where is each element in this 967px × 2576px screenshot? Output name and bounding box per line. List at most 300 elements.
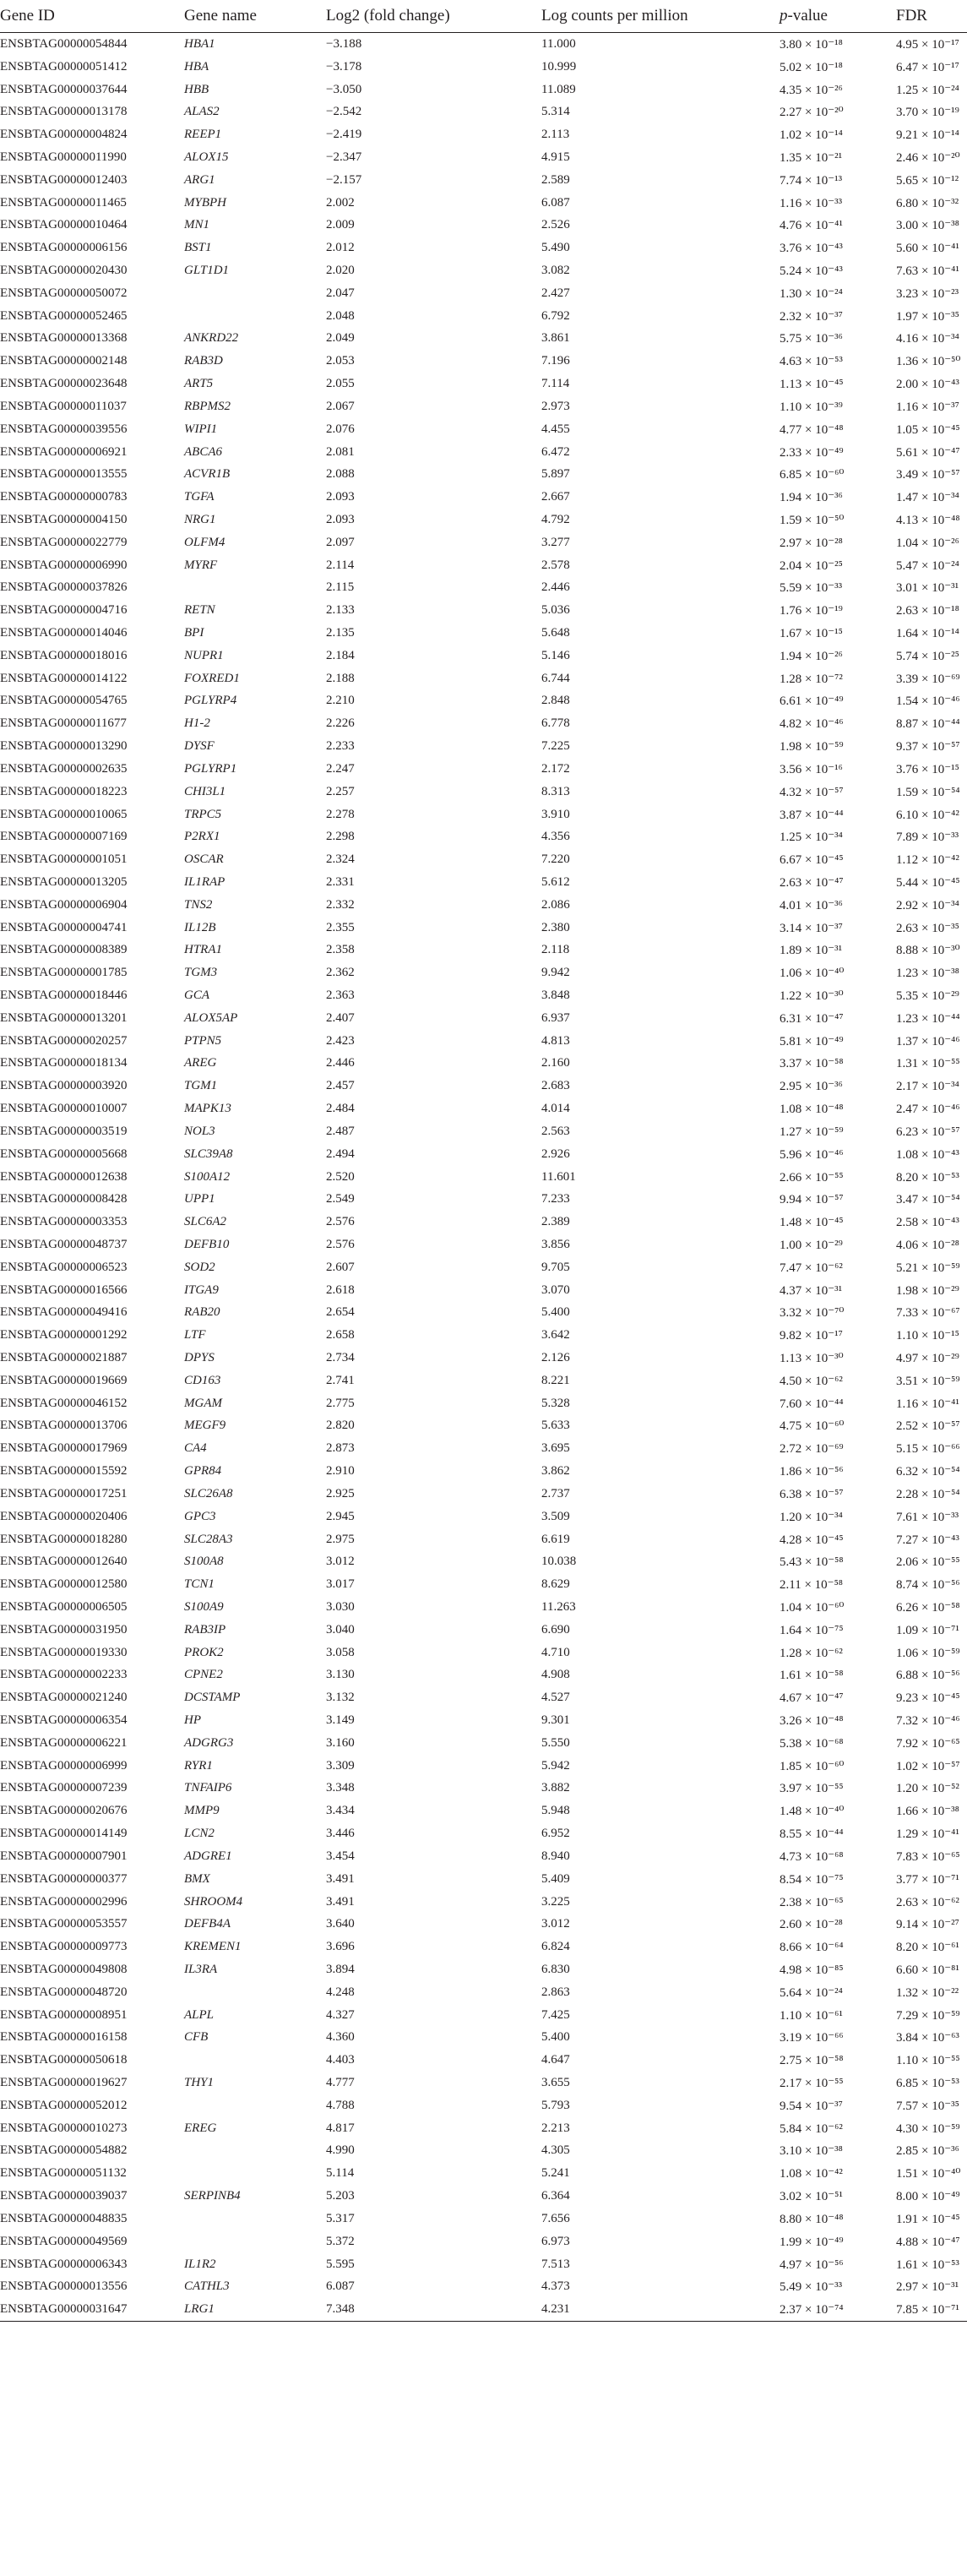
cell-gene-id: ENSBTAG00000006354: [0, 1713, 128, 1728]
cell-log2-fold-change: 2.457: [326, 1079, 355, 1093]
cell-log2-fold-change: 2.607: [326, 1260, 355, 1274]
cell-fdr: 7.92 × 10⁻⁶⁵: [896, 1736, 960, 1751]
cell-p-value: 1.16 × 10⁻³³: [780, 196, 843, 210]
cell-log2-fold-change: 3.012: [326, 1555, 355, 1569]
table-row: [0, 1211, 967, 1234]
cell-fdr: 9.21 × 10⁻¹⁴: [896, 128, 959, 143]
cell-fdr: 5.15 × 10⁻⁶⁶: [896, 1442, 960, 1457]
cell-p-value: 2.17 × 10⁻⁵⁵: [780, 2077, 844, 2091]
cell-log2-fold-change: 3.160: [326, 1735, 355, 1750]
cell-fdr: 5.61 × 10⁻⁴⁷: [896, 445, 960, 460]
cell-p-value: 2.04 × 10⁻²⁵: [780, 558, 843, 573]
cell-log-cpm: 6.472: [541, 444, 570, 459]
cell-gene-name: S100A9: [184, 1599, 224, 1614]
cell-gene-id: ENSBTAG00000001292: [0, 1328, 128, 1342]
table-row: [0, 1370, 967, 1392]
cell-gene-id: ENSBTAG00000019627: [0, 2076, 128, 2090]
cell-log2-fold-change: 2.055: [326, 377, 355, 391]
cell-fdr: 2.52 × 10⁻⁵⁷: [896, 1419, 960, 1434]
cell-gene-id: ENSBTAG00000014122: [0, 671, 128, 685]
table-row: [0, 33, 967, 56]
table-row: [0, 825, 967, 848]
cell-gene-id: ENSBTAG00000048737: [0, 1237, 128, 1251]
header-p-letter: p: [780, 7, 788, 25]
cell-fdr: 7.85 × 10⁻⁷¹: [896, 2298, 967, 2321]
table-row: [0, 509, 967, 531]
table-row: [0, 1188, 967, 1211]
table-row: [0, 1053, 967, 1076]
table-row: [0, 1550, 967, 1573]
cell-gene-id: ENSBTAG00000011677: [0, 716, 127, 731]
cell-log-cpm: 3.862: [541, 1464, 570, 1479]
cell-gene-id: ENSBTAG00000013556: [0, 2279, 128, 2294]
cell-gene-name: DEFB10: [184, 1237, 230, 1251]
cell-p-value: 4.77 × 10⁻⁴⁸: [780, 422, 844, 437]
cell-p-value: 3.02 × 10⁻⁵¹: [780, 2190, 843, 2204]
cell-log-cpm: 8.629: [541, 1577, 570, 1592]
cell-gene-id: ENSBTAG00000002233: [0, 1668, 128, 1682]
cell-log-cpm: 8.313: [541, 784, 570, 798]
cell-fdr: 5.60 × 10⁻⁴¹: [896, 242, 959, 256]
cell-p-value: 5.75 × 10⁻³⁶: [780, 332, 843, 346]
cell-log2-fold-change: 2.048: [326, 308, 355, 323]
cell-log2-fold-change: 2.097: [326, 535, 355, 549]
cell-gene-id: ENSBTAG00000013178: [0, 105, 128, 119]
cell-log2-fold-change: 2.910: [326, 1464, 355, 1479]
cell-log-cpm: 5.633: [541, 1419, 570, 1433]
cell-p-value: 1.61 × 10⁻⁵⁸: [780, 1669, 844, 1683]
cell-log2-fold-change: −2.419: [326, 128, 362, 142]
cell-gene-name: SOD2: [184, 1260, 215, 1274]
cell-p-value: 4.75 × 10⁻⁶⁰: [780, 1419, 845, 1434]
cell-gene-id: ENSBTAG00000014046: [0, 626, 128, 640]
cell-log-cpm: 2.578: [541, 558, 570, 572]
table-row: [0, 1120, 967, 1143]
cell-log2-fold-change: 3.446: [326, 1827, 355, 1841]
cell-gene-id: ENSBTAG00000001785: [0, 966, 128, 980]
cell-gene-id: ENSBTAG00000017969: [0, 1441, 128, 1456]
cell-gene-id: ENSBTAG00000011990: [0, 150, 127, 164]
cell-gene-id: ENSBTAG00000003920: [0, 1079, 128, 1093]
cell-log2-fold-change: 2.298: [326, 830, 355, 844]
cell-log-cpm: 4.231: [541, 2298, 780, 2321]
cell-fdr: 4.95 × 10⁻¹⁷: [896, 37, 959, 52]
table-row: [0, 215, 967, 237]
cell-gene-name: UPP1: [184, 1192, 215, 1206]
cell-p-value: 3.80 × 10⁻¹⁸: [780, 37, 843, 52]
cell-log-cpm: 7.196: [541, 354, 570, 368]
cell-log2-fold-change: 2.775: [326, 1396, 355, 1410]
cell-p-value: 4.98 × 10⁻⁸⁵: [780, 1963, 844, 1977]
cell-log-cpm: 2.389: [541, 1215, 570, 1229]
cell-fdr: 1.04 × 10⁻²⁶: [896, 536, 959, 550]
cell-p-value: 1.28 × 10⁻⁶²: [780, 1646, 843, 1660]
cell-log-cpm: 5.036: [541, 603, 570, 618]
cell-fdr: 2.63 × 10⁻¹⁸: [896, 604, 959, 618]
cell-gene-name: CD163: [184, 1373, 221, 1387]
cell-gene-id: ENSBTAG00000011465: [0, 195, 127, 210]
cell-log-cpm: 11.000: [541, 36, 576, 51]
cell-log-cpm: 2.848: [541, 694, 570, 708]
table-row: [0, 2140, 967, 2163]
cell-log2-fold-change: 2.115: [326, 580, 355, 595]
cell-gene-id: ENSBTAG00000020430: [0, 264, 128, 278]
cell-log-cpm: 2.973: [541, 399, 570, 413]
table-row: [0, 395, 967, 418]
cell-p-value: 3.37 × 10⁻⁵⁸: [780, 1057, 844, 1071]
cell-p-value: 8.80 × 10⁻⁴⁸: [780, 2212, 844, 2226]
cell-gene-name: PROK2: [184, 1645, 224, 1659]
cell-log-cpm: 3.509: [541, 1509, 570, 1523]
table-row: [0, 712, 967, 735]
cell-gene-name: RYR1: [184, 1758, 213, 1773]
cell-log-cpm: 6.087: [541, 195, 570, 210]
cell-fdr: 4.30 × 10⁻⁵⁹: [896, 2121, 960, 2136]
cell-gene-name: TGM3: [184, 966, 218, 980]
cell-log-cpm: 9.942: [541, 966, 570, 980]
table-row: [0, 2049, 967, 2072]
cell-gene-id: ENSBTAG00000012638: [0, 1169, 128, 1184]
table-row: [0, 1822, 967, 1845]
cell-gene-id: ENSBTAG00000037826: [0, 580, 128, 595]
cell-log-cpm: 4.792: [541, 512, 570, 526]
cell-log-cpm: 4.710: [541, 1645, 570, 1659]
table-row: [0, 259, 967, 282]
cell-fdr: 4.88 × 10⁻⁴⁷: [896, 2235, 960, 2249]
cell-log-cpm: 4.527: [541, 1691, 570, 1705]
cell-fdr: 2.97 × 10⁻³¹: [896, 2280, 959, 2295]
cell-log2-fold-change: 2.081: [326, 444, 355, 459]
cell-gene-name: [184, 2162, 326, 2185]
cell-gene-name: DYSF: [184, 739, 215, 754]
cell-p-value: 4.97 × 10⁻⁵⁶: [780, 2257, 844, 2272]
cell-log-cpm: 6.690: [541, 1622, 570, 1637]
cell-fdr: 3.00 × 10⁻³⁸: [896, 219, 959, 233]
cell-p-value: 9.54 × 10⁻³⁷: [780, 2099, 843, 2113]
table-row: [0, 2253, 967, 2276]
cell-log-cpm: 5.241: [541, 2166, 570, 2181]
cell-log2-fold-change: 3.132: [326, 1691, 355, 1705]
cell-log-cpm: 5.400: [541, 1305, 570, 1320]
cell-log-cpm: 6.619: [541, 1532, 570, 1546]
cell-gene-name: SLC26A8: [184, 1486, 233, 1500]
cell-p-value: 1.76 × 10⁻¹⁹: [780, 604, 843, 618]
cell-gene-name: NRG1: [184, 512, 216, 526]
cell-gene-name: IL12B: [184, 920, 216, 934]
cell-gene-id: ENSBTAG00000006904: [0, 897, 128, 912]
cell-fdr: 1.08 × 10⁻⁴³: [896, 1147, 959, 1162]
cell-p-value: 2.38 × 10⁻⁶⁵: [780, 1895, 844, 1909]
cell-fdr: 6.26 × 10⁻⁵⁸: [896, 1600, 960, 1615]
cell-fdr: 1.37 × 10⁻⁴⁶: [896, 1034, 960, 1048]
cell-gene-name: ART5: [184, 377, 214, 391]
cell-gene-id: ENSBTAG00000000377: [0, 1871, 128, 1886]
cell-gene-name: CHI3L1: [184, 784, 226, 798]
cell-log2-fold-change: 2.423: [326, 1033, 355, 1048]
cell-p-value: 9.82 × 10⁻¹⁷: [780, 1329, 843, 1343]
cell-log2-fold-change: 2.549: [326, 1192, 355, 1206]
cell-gene-name: CA4: [184, 1441, 207, 1456]
cell-gene-id: ENSBTAG00000008428: [0, 1192, 128, 1206]
table-row: [0, 1256, 967, 1279]
table-row: [0, 667, 967, 690]
cell-gene-name: DCSTAMP: [184, 1691, 241, 1705]
header-fdr: FDR: [896, 0, 967, 33]
cell-log2-fold-change: 2.257: [326, 784, 355, 798]
cell-fdr: 3.47 × 10⁻⁵⁴: [896, 1193, 960, 1207]
cell-log-cpm: 2.863: [541, 1985, 570, 1999]
cell-gene-name: CFB: [184, 2030, 209, 2045]
cell-gene-name: [184, 2049, 326, 2072]
table-row: [0, 1573, 967, 1596]
header-gene-id: Gene ID: [0, 0, 184, 33]
cell-gene-name: ARG1: [184, 172, 215, 187]
table-row: [0, 1528, 967, 1551]
cell-gene-id: ENSBTAG00000019669: [0, 1373, 128, 1387]
cell-gene-id: ENSBTAG00000018446: [0, 988, 128, 1003]
cell-p-value: 5.38 × 10⁻⁶⁸: [780, 1736, 844, 1751]
table-row: [0, 146, 967, 169]
cell-log-cpm: 2.086: [541, 897, 570, 912]
cell-fdr: 1.25 × 10⁻²⁴: [896, 83, 959, 97]
cell-fdr: 7.57 × 10⁻³⁵: [896, 2099, 959, 2113]
cell-gene-id: ENSBTAG00000005668: [0, 1146, 128, 1161]
cell-gene-id: ENSBTAG00000048720: [0, 1985, 128, 1999]
cell-log-cpm: 7.225: [541, 739, 570, 754]
cell-log-cpm: 3.277: [541, 535, 570, 549]
cell-log2-fold-change: 3.491: [326, 1871, 355, 1886]
cell-log2-fold-change: 3.058: [326, 1645, 355, 1659]
cell-gene-id: ENSBTAG00000054844: [0, 36, 128, 51]
table-row: [0, 441, 967, 464]
cell-gene-id: ENSBTAG00000013368: [0, 331, 128, 346]
cell-p-value: 2.72 × 10⁻⁶⁹: [780, 1442, 844, 1457]
cell-log-cpm: 3.695: [541, 1441, 570, 1456]
cell-log-cpm: 8.221: [541, 1373, 570, 1387]
cell-fdr: 6.10 × 10⁻⁴²: [896, 808, 959, 822]
cell-fdr: 6.32 × 10⁻⁵⁴: [896, 1465, 960, 1479]
table-row: [0, 1755, 967, 1778]
cell-log-cpm: 2.380: [541, 920, 570, 934]
cell-gene-name: ABCA6: [184, 444, 222, 459]
cell-gene-name: MAPK13: [184, 1102, 231, 1116]
cell-log-cpm: 10.999: [541, 59, 577, 74]
table-row: [0, 1347, 967, 1370]
table-row: [0, 1506, 967, 1528]
cell-gene-id: ENSBTAG00000020676: [0, 1804, 128, 1818]
table-row: [0, 79, 967, 101]
cell-gene-name: S100A12: [184, 1169, 231, 1184]
cell-fdr: 7.61 × 10⁻³³: [896, 1510, 959, 1524]
cell-log-cpm: 3.012: [541, 1917, 570, 1931]
cell-log2-fold-change: 3.640: [326, 1917, 355, 1931]
table-row: [0, 1958, 967, 1981]
cell-gene-name: S100A8: [184, 1555, 224, 1569]
cell-fdr: 1.23 × 10⁻⁴⁴: [896, 1011, 960, 1026]
cell-gene-id: ENSBTAG00000054765: [0, 694, 128, 708]
cell-log-cpm: 3.225: [541, 1894, 570, 1909]
table-row: [0, 2208, 967, 2230]
cell-log-cpm: 3.861: [541, 331, 570, 346]
cell-p-value: 5.84 × 10⁻⁶²: [780, 2121, 843, 2136]
cell-p-value: 5.02 × 10⁻¹⁸: [780, 60, 843, 74]
cell-fdr: 3.01 × 10⁻³¹: [896, 581, 959, 596]
cell-gene-name: NUPR1: [184, 648, 224, 662]
cell-p-value: 3.14 × 10⁻³⁷: [780, 921, 843, 935]
cell-log2-fold-change: 2.741: [326, 1373, 355, 1387]
table-row: [0, 2094, 967, 2117]
table-row: [0, 599, 967, 622]
cell-log2-fold-change: 2.487: [326, 1124, 355, 1138]
cell-p-value: 8.54 × 10⁻⁷⁵: [780, 1872, 844, 1887]
cell-gene-id: ENSBTAG00000013201: [0, 1010, 128, 1025]
cell-gene-name: ALPL: [184, 2007, 215, 2022]
cell-gene-name: IL3RA: [184, 1962, 218, 1976]
cell-log2-fold-change: 2.654: [326, 1305, 355, 1320]
cell-log2-fold-change: 7.348: [326, 2298, 541, 2321]
cell-p-value: 1.94 × 10⁻³⁶: [780, 491, 843, 505]
cell-log2-fold-change: −3.188: [326, 36, 362, 51]
cell-p-value: 2.95 × 10⁻³⁶: [780, 1080, 843, 1094]
cell-p-value: 1.10 × 10⁻³⁹: [780, 400, 843, 414]
cell-log2-fold-change: 2.247: [326, 761, 355, 776]
cell-gene-name: MEGF9: [184, 1419, 226, 1433]
cell-gene-name: AREG: [184, 1056, 217, 1070]
cell-gene-name: BMX: [184, 1871, 210, 1886]
cell-gene-name: TNS2: [184, 897, 213, 912]
cell-log2-fold-change: 2.067: [326, 399, 355, 413]
cell-log-cpm: 5.314: [541, 105, 570, 119]
table-row: [0, 2185, 967, 2208]
table-row: [0, 1234, 967, 1256]
cell-fdr: 8.20 × 10⁻⁶¹: [896, 1941, 959, 1955]
cell-gene-id: ENSBTAG00000050618: [0, 2053, 128, 2067]
cell-log2-fold-change: −3.050: [326, 82, 362, 96]
cell-fdr: 1.23 × 10⁻³⁸: [896, 967, 959, 981]
cell-gene-id: ENSBTAG00000053557: [0, 1917, 128, 1931]
table-row: [0, 871, 967, 894]
cell-log-cpm: 4.373: [541, 2279, 570, 2294]
table-row: [0, 1460, 967, 1483]
cell-gene-id: ENSBTAG00000031647: [0, 2298, 184, 2321]
table-row: [0, 1709, 967, 1732]
table-row: [0, 690, 967, 713]
cell-gene-id: ENSBTAG00000012580: [0, 1577, 128, 1592]
cell-p-value: 1.10 × 10⁻⁶¹: [780, 2008, 843, 2023]
cell-log2-fold-change: 2.049: [326, 331, 355, 346]
table-row: [0, 531, 967, 554]
cell-gene-id: ENSBTAG00000021887: [0, 1351, 128, 1365]
cell-log-cpm: 6.744: [541, 671, 570, 685]
cell-log2-fold-change: 3.491: [326, 1894, 355, 1909]
cell-fdr: 2.06 × 10⁻⁵⁵: [896, 1555, 960, 1570]
cell-log-cpm: 6.973: [541, 2234, 570, 2248]
cell-gene-id: ENSBTAG00000019330: [0, 1645, 128, 1659]
cell-gene-id: ENSBTAG00000016158: [0, 2030, 128, 2045]
cell-fdr: 2.63 × 10⁻⁶²: [896, 1895, 959, 1909]
cell-log2-fold-change: 3.894: [326, 1962, 355, 1976]
cell-p-value: 3.19 × 10⁻⁶⁶: [780, 2031, 844, 2045]
cell-p-value: 5.96 × 10⁻⁴⁶: [780, 1147, 844, 1162]
cell-gene-id: ENSBTAG00000049808: [0, 1962, 128, 1976]
cell-gene-name: TRPC5: [184, 807, 222, 821]
table-row: [0, 1981, 967, 2004]
cell-log-cpm: 11.089: [541, 82, 576, 96]
cell-fdr: 8.00 × 10⁻⁴⁹: [896, 2190, 960, 2204]
cell-gene-name: REEP1: [184, 128, 222, 142]
cell-fdr: 3.77 × 10⁻⁷¹: [896, 1872, 959, 1887]
cell-log-cpm: 2.172: [541, 761, 570, 776]
cell-fdr: 1.64 × 10⁻¹⁴: [896, 627, 959, 641]
header-p-value: [780, 0, 896, 33]
cell-log2-fold-change: 2.210: [326, 694, 355, 708]
cell-log2-fold-change: 2.324: [326, 852, 355, 867]
cell-p-value: 1.27 × 10⁻⁵⁹: [780, 1125, 844, 1139]
cell-log2-fold-change: 2.135: [326, 626, 355, 640]
cell-log2-fold-change: 2.012: [326, 241, 355, 255]
cell-log-cpm: 6.778: [541, 716, 570, 731]
cell-gene-id: ENSBTAG00000006156: [0, 241, 128, 255]
table-row: [0, 1596, 967, 1619]
cell-p-value: 2.11 × 10⁻⁵⁸: [780, 1578, 844, 1593]
cell-gene-name: GCA: [184, 988, 209, 1003]
cell-log2-fold-change: 2.047: [326, 286, 355, 300]
cell-p-value: 2.32 × 10⁻³⁷: [780, 309, 843, 324]
cell-gene-id: ENSBTAG00000014149: [0, 1827, 128, 1841]
cell-p-value: 1.67 × 10⁻¹⁵: [780, 627, 843, 641]
cell-gene-name: OLFM4: [184, 535, 225, 549]
table-row: [0, 2072, 967, 2094]
cell-fdr: 1.05 × 10⁻⁴⁵: [896, 422, 960, 437]
cell-log2-fold-change: 2.355: [326, 920, 355, 934]
cell-log2-fold-change: 2.088: [326, 467, 355, 482]
cell-gene-name: IL1R2: [184, 2257, 216, 2271]
table-row: [0, 305, 967, 328]
cell-log2-fold-change: 3.696: [326, 1940, 355, 1954]
cell-log-cpm: 2.113: [541, 128, 570, 142]
cell-log2-fold-change: 2.446: [326, 1056, 355, 1070]
cell-log2-fold-change: 2.484: [326, 1102, 355, 1116]
cell-fdr: 6.88 × 10⁻⁵⁶: [896, 1669, 960, 1683]
cell-fdr: 5.47 × 10⁻²⁴: [896, 558, 959, 573]
cell-gene-name: [184, 2140, 326, 2163]
table-row: [0, 1868, 967, 1891]
cell-log-cpm: 7.233: [541, 1192, 570, 1206]
cell-fdr: 1.09 × 10⁻⁷¹: [896, 1623, 959, 1637]
cell-gene-name: KREMEN1: [184, 1940, 242, 1954]
cell-log2-fold-change: 2.009: [326, 218, 355, 232]
cell-fdr: 1.51 × 10⁻⁴⁰: [896, 2167, 961, 2181]
cell-gene-name: SERPINB4: [184, 2189, 241, 2203]
cell-p-value: 1.89 × 10⁻³¹: [780, 944, 843, 958]
cell-p-value: 9.94 × 10⁻⁵⁷: [780, 1193, 844, 1207]
cell-fdr: 1.31 × 10⁻⁵⁵: [896, 1057, 960, 1071]
cell-gene-id: ENSBTAG00000006221: [0, 1735, 128, 1750]
cell-p-value: 3.26 × 10⁻⁴⁸: [780, 1714, 844, 1729]
cell-log-cpm: 6.937: [541, 1010, 570, 1025]
cell-log-cpm: 5.612: [541, 874, 570, 889]
cell-fdr: 1.97 × 10⁻³⁵: [896, 309, 959, 324]
cell-fdr: 4.97 × 10⁻²⁹: [896, 1352, 959, 1366]
cell-log2-fold-change: 3.434: [326, 1804, 355, 1818]
cell-gene-name: BST1: [184, 241, 212, 255]
cell-log-cpm: 3.082: [541, 264, 570, 278]
cell-p-value: 2.75 × 10⁻⁵⁸: [780, 2054, 844, 2068]
cell-fdr: 1.59 × 10⁻⁵⁴: [896, 785, 960, 799]
cell-gene-id: ENSBTAG00000031950: [0, 1622, 128, 1637]
cell-log-cpm: 2.427: [541, 286, 570, 300]
table-row: [0, 1437, 967, 1460]
